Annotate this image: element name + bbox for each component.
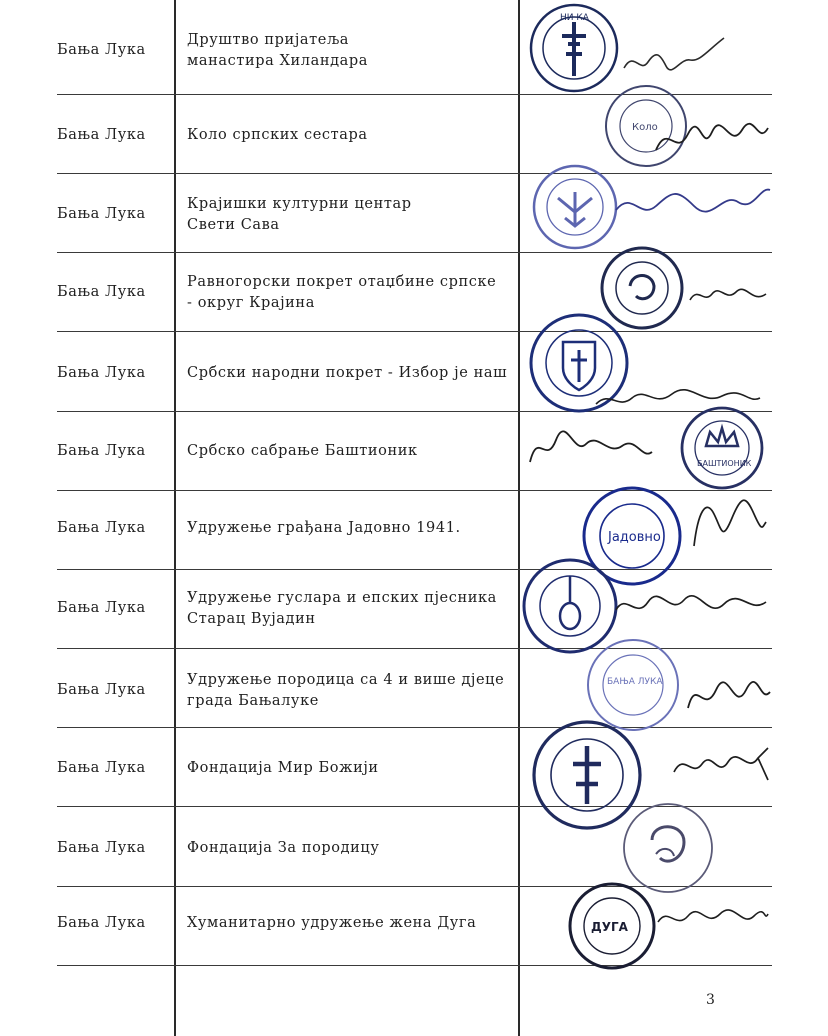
row-divider xyxy=(57,965,772,966)
stamp-text: ДУГА xyxy=(591,920,628,934)
organization-line: Крајишки културни центар xyxy=(187,196,412,212)
organization-cell xyxy=(187,518,512,539)
organization-line: Свети Сава xyxy=(187,217,280,233)
organization-cell xyxy=(187,913,512,934)
city-cell: Бања Лука xyxy=(57,127,146,143)
city-cell: Бања Лука xyxy=(57,760,146,776)
signature xyxy=(686,278,770,314)
signature xyxy=(682,668,774,726)
stamp-text: НИ КА xyxy=(560,13,589,23)
organization-line: Удружење гуслара и епских пјесника xyxy=(187,590,497,606)
page-number: 3 xyxy=(706,992,715,1008)
organization-cell xyxy=(187,30,512,72)
organization-cell xyxy=(187,838,512,859)
organization-line: Удружење грађана Јадовно 1941. xyxy=(187,520,461,536)
organization-line: Друштво пријатеља xyxy=(187,32,350,48)
stamp-eagle-icon xyxy=(530,162,620,252)
signature xyxy=(654,896,772,940)
signature xyxy=(524,416,656,476)
organization-line: манастира Хиландара xyxy=(187,53,368,69)
organization-cell xyxy=(187,363,512,384)
city-cell: Бања Лука xyxy=(57,600,146,616)
signature xyxy=(612,580,770,634)
city-cell: Бања Лука xyxy=(57,365,146,381)
row-divider xyxy=(57,173,772,174)
organization-line: Србско сабрање Баштионик xyxy=(187,443,418,459)
organization-line: Хуманитарно удружење жена Дуга xyxy=(187,915,477,931)
organization-line: Фондација За породицу xyxy=(187,840,380,856)
city-cell: Бања Лука xyxy=(57,520,146,536)
signature xyxy=(650,110,774,166)
stamp-crown-icon xyxy=(678,404,766,492)
stamp-text: БАЊА ЛУКА xyxy=(607,677,663,687)
organization-line: Фондација Мир Божији xyxy=(187,760,379,776)
organization-line: - округ Крајина xyxy=(187,295,315,311)
organization-line: града Бањалуке xyxy=(187,693,319,709)
city-cell: Бања Лука xyxy=(57,443,146,459)
signature xyxy=(620,30,730,80)
city-cell: Бања Лука xyxy=(57,206,146,222)
organization-line: Равногорски покрет отаџбине српске xyxy=(187,274,497,290)
city-cell: Бања Лука xyxy=(57,840,146,856)
stamp-text-icon xyxy=(566,880,658,972)
stamp-text: Јадовно xyxy=(608,530,661,545)
organization-cell xyxy=(187,272,512,314)
organization-cell xyxy=(187,194,512,236)
organization-cell xyxy=(187,125,512,146)
stamp-text: Коло xyxy=(632,122,658,133)
city-cell: Бања Лука xyxy=(57,284,146,300)
city-cell: Бања Лука xyxy=(57,915,146,931)
organization-cell xyxy=(187,758,512,779)
organization-line: Старац Вујадин xyxy=(187,611,316,627)
organization-cell xyxy=(187,588,512,630)
stamp-text: БАШТИОНИК xyxy=(697,459,752,468)
organization-line: Србски народни покрет - Избор је наш xyxy=(187,365,508,381)
column-divider-left xyxy=(174,0,176,1036)
organization-line: Удружење породица са 4 и више дјеце xyxy=(187,672,505,688)
organization-cell xyxy=(187,670,512,712)
signature xyxy=(612,176,774,236)
signature xyxy=(670,738,774,790)
city-cell: Бања Лука xyxy=(57,682,146,698)
city-cell: Бања Лука xyxy=(57,42,146,58)
organization-cell xyxy=(187,441,512,462)
organization-line: Коло српских сестара xyxy=(187,127,368,143)
signature xyxy=(688,488,770,554)
column-divider-right xyxy=(518,0,520,1036)
